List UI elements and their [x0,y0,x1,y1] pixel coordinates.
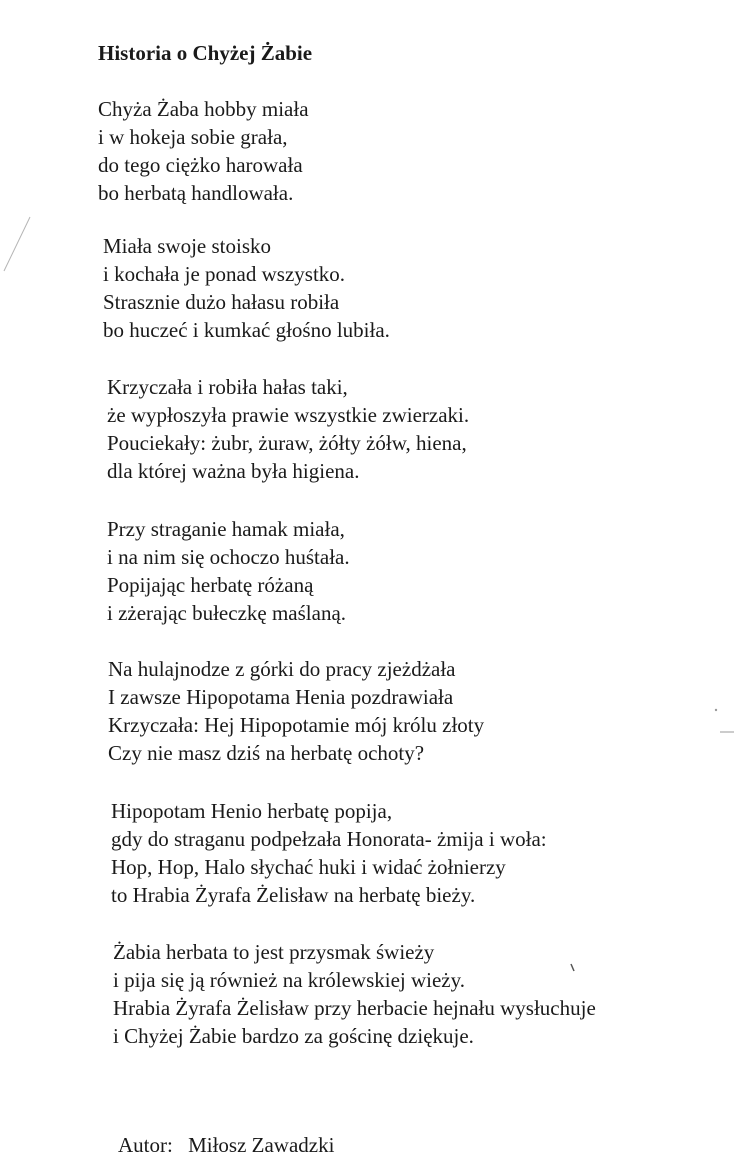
poem-line: gdy do straganu podpełzała Honorata- żmija i woła: [111,827,547,851]
scan-speck-right [708,704,738,744]
stanza-4 [107,515,350,627]
poem-line: Hipopotam Henio herbatę popija, [111,799,393,823]
scan-speck-mid [568,962,578,974]
poem-line: I zawsze Hipopotama Henia pozdrawiała [108,685,454,709]
poem-line: do tego ciężko harowała [98,153,303,177]
scan-scratch-left [0,215,40,275]
poem-line: Krzyczała: Hej Hipopotamie mój królu złoty [108,713,485,737]
stanza-1 [98,95,309,207]
stanza-6 [111,797,547,909]
stanza-3 [107,373,469,485]
poem-line: Hop, Hop, Halo słychać huki i widać żołnierzy [111,855,506,879]
poem-line: i Chyżej Żabie bardzo za gościnę dziękuje. [113,1024,474,1048]
poem-line: dla której ważna była higiena. [107,459,360,483]
poem-line: że wypłoszyła prawie wszystkie zwierzaki. [107,403,470,427]
author-line [118,1133,334,1158]
poem-line: Hrabia Żyrafa Żelisław przy herbacie hejnału wysłuchuje [113,996,596,1020]
author-label: Autor: [118,1133,173,1157]
author-name: Miłosz Zawadzki [188,1133,335,1157]
poem-line: i zżerając bułeczkę maślaną. [107,601,347,625]
poem-line: Strasznie dużo hałasu robiła [103,290,340,314]
poem-line: bo huczeć i kumkać głośno lubiła. [103,318,390,342]
poem-line: Chyża Żaba hobby miała [98,97,309,121]
poem-line: i kochała je ponad wszystko. [103,262,346,286]
poem-line: Żabia herbata to jest przysmak świeży [113,940,435,964]
poem-line: to Hrabia Żyrafa Żelisław na herbatę bieży. [111,883,476,907]
stanza-7 [113,938,596,1050]
stanza-2 [103,232,390,344]
poem-line: Pouciekały: żubr, żuraw, żółty żółw, hiena, [107,431,467,455]
poem-line: bo herbatą handlowała. [98,181,294,205]
poem-line: i w hokeja sobie grała, [98,125,288,149]
poem-line: Popijając herbatę różaną [107,573,314,597]
stanza-5 [108,655,484,767]
poem-line: i na nim się ochoczo huśtała. [107,545,350,569]
poem-line: i pija się ją również na królewskiej wieży. [113,968,466,992]
poem-line: Miała swoje stoisko [103,234,271,258]
poem-line: Przy straganie hamak miała, [107,517,345,541]
poem-line: Na hulajnodze z górki do pracy zjeżdżała [108,657,456,681]
poem-line: Czy nie masz dziś na herbatę ochoty? [108,741,425,765]
poem-title: Historia o Chyżej Żabie [98,41,313,65]
poem-line: Krzyczała i robiła hałas taki, [107,375,348,399]
